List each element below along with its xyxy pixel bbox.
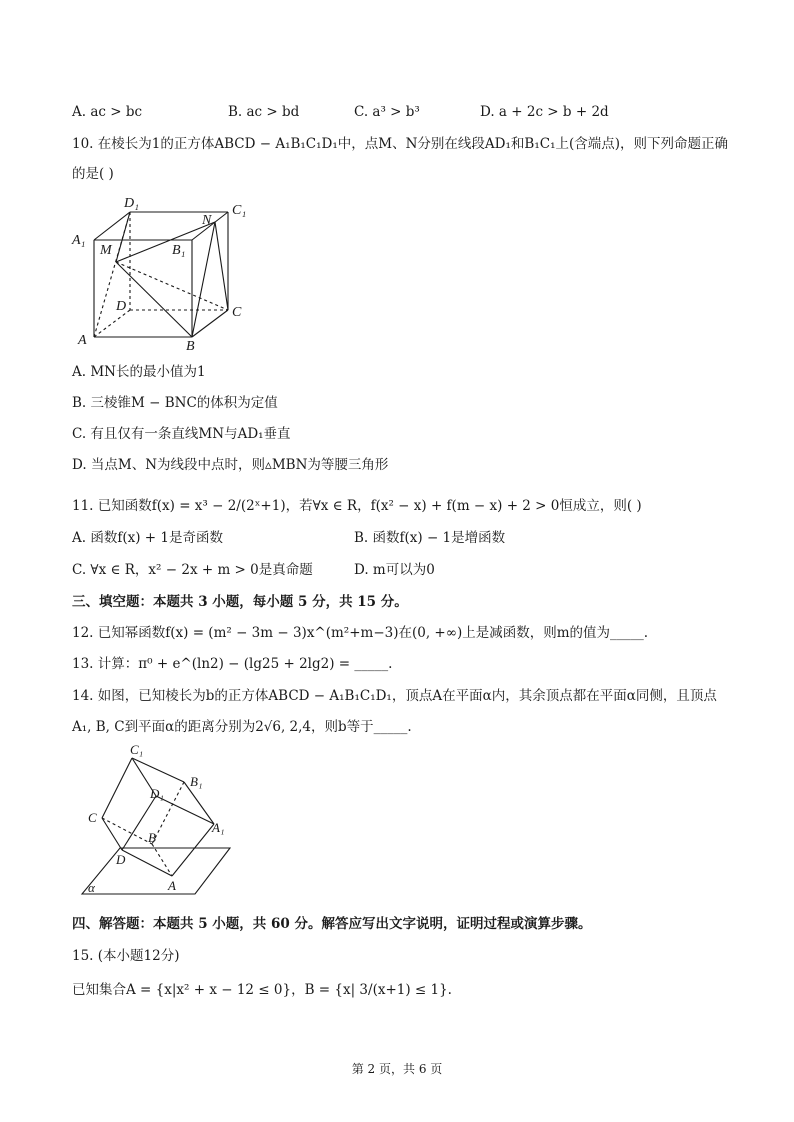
segment-n-c — [215, 222, 228, 310]
q11-option-a: A. 函数f(x) + 1是奇函数 — [72, 530, 223, 546]
q15-title: 15. (本小题12分) — [72, 948, 180, 964]
q10-stem-line2: 的是( ) — [72, 166, 114, 182]
segment-m-b — [116, 262, 192, 337]
edge-d-a — [122, 850, 172, 876]
q13: 13. 计算：π⁰ + e^(ln2) − (lg25 + 2lg2) = _____. — [72, 656, 393, 672]
label-d: D — [116, 299, 127, 314]
q10-option-d: D. 当点M、N为线段中点时，则▵MBN为等腰三角形 — [72, 457, 389, 473]
label-d: D — [116, 852, 126, 867]
edge-c-d — [102, 818, 122, 850]
q10-option-b: B. 三棱锥M − BNC的体积为定值 — [72, 395, 278, 411]
label-b1: B₁ — [172, 243, 186, 258]
q9-option-c: C. a³ > b³ — [354, 104, 420, 120]
label-a1: A₁ — [212, 820, 225, 835]
edge-a1-d1 — [94, 212, 130, 240]
q14-line2: A₁, B, C到平面α的距离分别为2√6, 2,4，则b等于_____. — [72, 719, 412, 735]
q10-cube-figure — [70, 192, 250, 352]
label-a: A — [168, 878, 176, 893]
q15-stem: 已知集合A = {x|x² + x − 12 ≤ 0}，B = {x| 3/(x+1) ≤ 1}. — [72, 982, 452, 998]
label-c: C — [232, 305, 242, 320]
label-b1: B₁ — [190, 774, 203, 789]
edge-a1-a — [172, 824, 214, 876]
label-b: B — [186, 339, 195, 352]
label-n: N — [202, 213, 212, 228]
q10-option-a: A. MN长的最小值为1 — [72, 364, 206, 380]
label-c: C — [88, 810, 97, 825]
q11-option-c: C. ∀x ∈ R，x² − 2x + m > 0是真命题 — [72, 562, 313, 578]
edge-c1-c — [102, 758, 132, 818]
edge-b-c — [192, 310, 228, 337]
segment-m-n — [116, 222, 215, 262]
segment-d1-m — [116, 212, 130, 262]
q9-option-b: B. ac > bd — [228, 104, 300, 120]
label-a: A — [78, 333, 87, 348]
q9-option-d: D. a + 2c > b + 2d — [480, 104, 609, 120]
q11-stem: 11. 已知函数f(x) = x³ − 2/(2ˣ+1)，若∀x ∈ R，f(x² − x) + f(m − x) + 2 > 0恒成立，则( ) — [72, 498, 642, 514]
label-c1: C₁ — [130, 742, 144, 757]
label-c1: C₁ — [232, 203, 247, 218]
label-d1: D₁ — [150, 786, 164, 801]
q10-stem-line1: 10. 在棱长为1的正方体ABCD − A₁B₁C₁D₁中，点M、N分别在线段AD₁和B₁C₁上(含端点)，则下列命题正确 — [72, 136, 729, 152]
q9-option-a: A. ac > bc — [72, 104, 143, 120]
edge-a-d — [94, 310, 130, 337]
q12: 12. 已知幂函数f(x) = (m² − 3m − 3)x^(m²+m−3)在(0, +∞)上是减函数，则m的值为_____. — [72, 625, 649, 641]
label-alpha: α — [88, 880, 95, 895]
q14-cube-figure — [80, 742, 250, 902]
plane-alpha — [82, 848, 230, 894]
label-b: B — [148, 830, 156, 845]
section-3-heading: 三、填空题：本题共 3 小题，每小题 5 分，共 15 分。 — [72, 594, 408, 610]
label-a1: A₁ — [72, 233, 86, 248]
label-m: M — [100, 243, 112, 258]
q14-line1: 14. 如图，已知棱长为b的正方体ABCD − A₁B₁C₁D₁，顶点A在平面α内，其余顶点都在平面α同侧，且顶点 — [72, 688, 717, 704]
page-footer: 第 2 页，共 6 页 — [351, 1062, 443, 1076]
q10-option-c: C. 有且仅有一条直线MN与AD₁垂直 — [72, 426, 291, 442]
section-4-heading: 四、解答题：本题共 5 小题，共 60 分。解答应写出文字说明，证明过程或演算步骤。 — [72, 916, 592, 932]
segment-n-b — [192, 222, 215, 337]
q11-option-d: D. m可以为0 — [354, 562, 435, 578]
q11-option-b: B. 函数f(x) − 1是增函数 — [354, 530, 506, 546]
segment-m-c — [116, 262, 228, 310]
label-d1: D₁ — [124, 196, 139, 211]
